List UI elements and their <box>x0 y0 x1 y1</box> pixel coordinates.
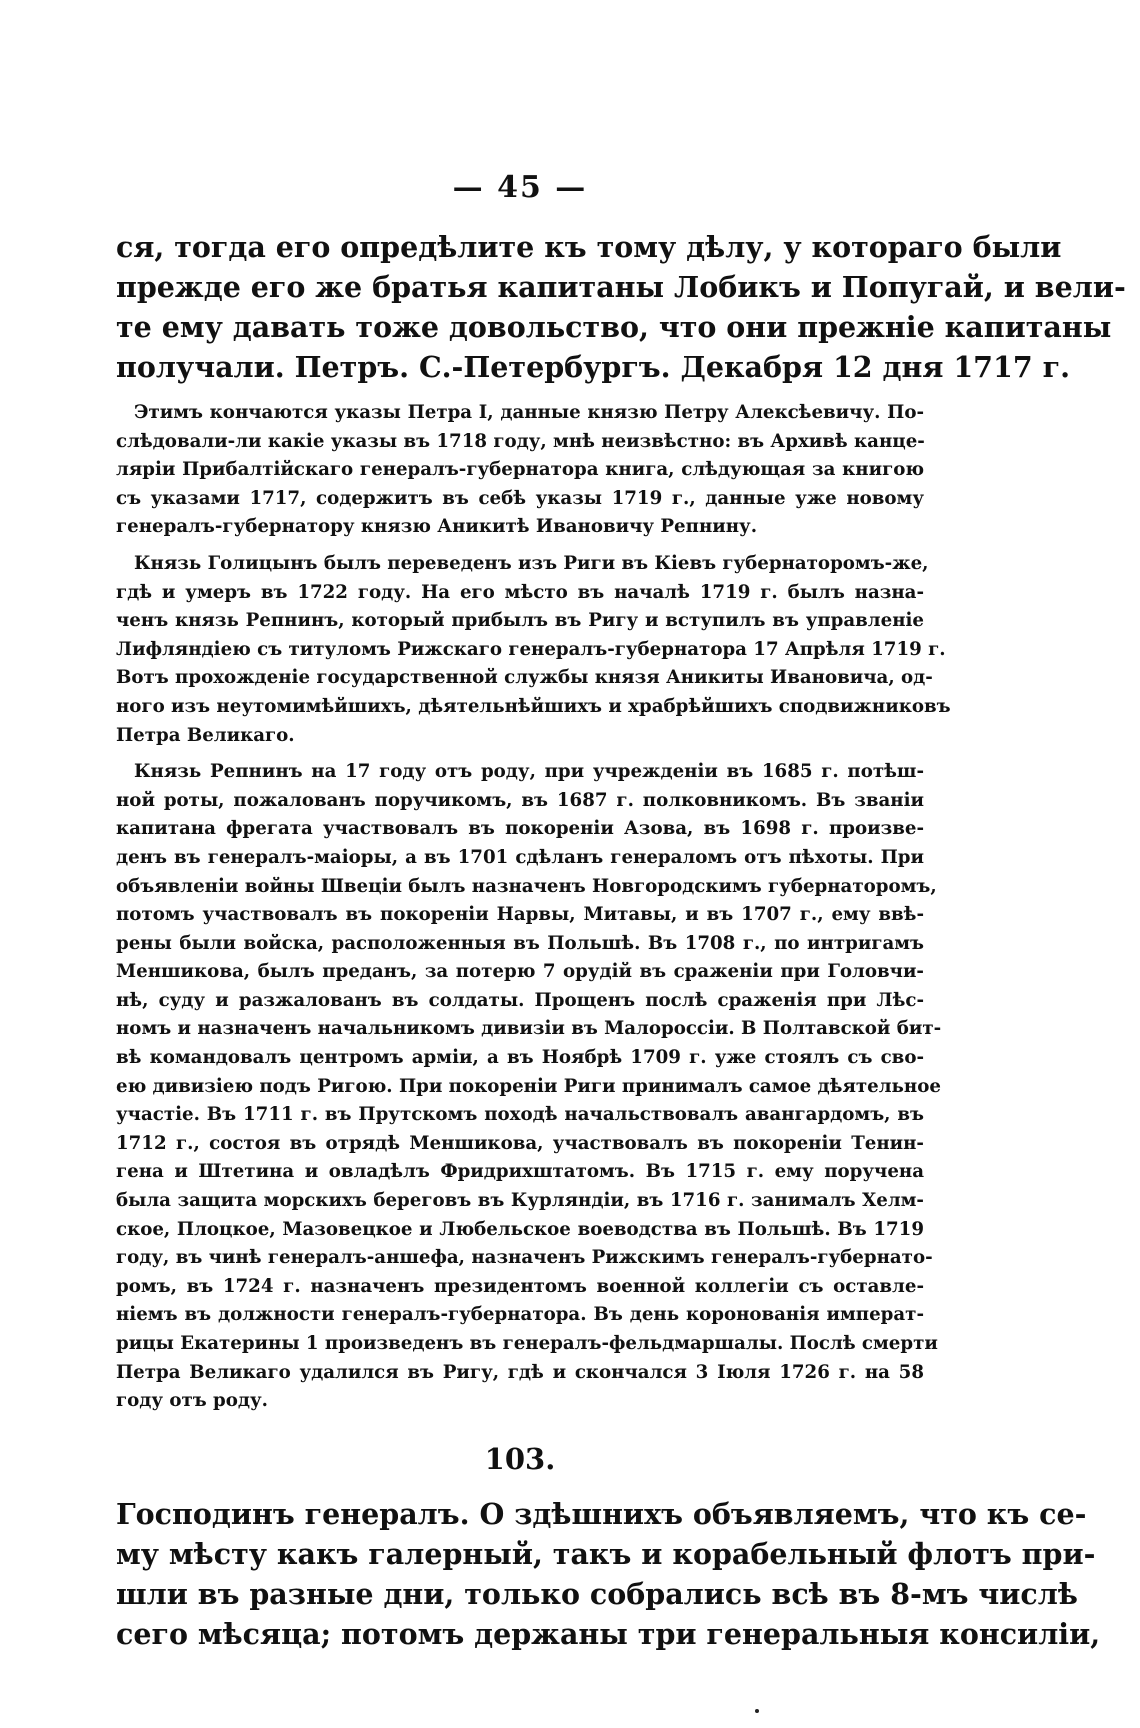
note-paragraph <box>116 550 951 750</box>
note-line: Петра Великаго. <box>116 724 295 746</box>
note-line: году отъ роду. <box>116 1390 269 1412</box>
ink-speck <box>755 1709 759 1713</box>
note-line: генералъ-губернатору князю Аникитѣ Ивановичу Репнину. <box>116 516 758 538</box>
note-line: была защита морскихъ береговъ въ Курляндіи, въ 1716 г. занималъ Хелм- <box>116 1190 924 1212</box>
text-line: ся, тогда его опредѣлите къ тому дѣлу, у котораго были <box>116 230 1062 264</box>
note-line: номъ и назначенъ начальникомъ дивизіи въ Малороссіи. В Полтавской бит- <box>116 1018 942 1040</box>
note-line: гена и Штетина и овладѣлъ Фридрихштатомъ. Въ 1715 г. ему поручена <box>116 1161 924 1183</box>
note-line: ское, Плоцкое, Мазовецкое и Любельское воеводства въ Польшѣ. Въ 1719 <box>116 1218 924 1240</box>
note-line: ченъ князь Репнинъ, который прибылъ въ Ригу и вступилъ въ управленіе <box>116 610 924 632</box>
note-line: капитана фрегата участвовалъ въ покореніи Азова, въ 1698 г. произве- <box>116 818 924 840</box>
note-line: Лифляндіею съ титуломъ Рижскаго генералъ-губернатора 17 Апрѣля 1719 г. <box>116 638 946 660</box>
note-paragraph <box>116 758 942 1416</box>
note-line: Вотъ прохожденіе государственной службы князя Аникиты Ивановича, од- <box>116 667 933 689</box>
section-number: 103. <box>484 1441 556 1476</box>
note-line: ного изъ неутомимѣйшихъ, дѣятельнѣйшихъ и храбрѣйшихъ сподвижниковъ <box>116 695 951 717</box>
note-line: ромъ, въ 1724 г. назначенъ президентомъ военной коллегіи съ оставле- <box>116 1275 924 1297</box>
note-line: ной роты, пожалованъ поручикомъ, въ 1687 г. полковникомъ. Въ званіи <box>116 789 924 811</box>
note-line: ніемъ въ должности генералъ-губернатора. Въ день коронованія императ- <box>116 1304 924 1326</box>
text-line: шли въ разные дни, только собрались всѣ въ 8-мъ числѣ <box>116 1576 1078 1611</box>
note-paragraph <box>116 399 924 542</box>
text-line: получали. Петръ. С.-Петербургъ. Декабря 12 дня 1717 г. <box>116 350 1070 384</box>
text-line: сего мѣсяца; потомъ держаны три генеральныя консиліи, <box>116 1616 1101 1651</box>
note-line: потомъ участвовалъ въ покореніи Нарвы, Митавы, и въ 1707 г., ему ввѣ- <box>116 904 924 926</box>
note-line: слѣдовали-ли какіе указы въ 1718 году, мнѣ неизвѣстно: въ Архивѣ канце- <box>116 430 925 452</box>
text-line: те ему давать тоже довольство, что они прежніе капитаны <box>116 310 1112 344</box>
text-line: Господинъ генералъ. О здѣшнихъ объявляемъ, что къ се- <box>116 1496 1087 1531</box>
note-line: рены были войска, расположенныя въ Польшѣ. Въ 1708 г., по интригамъ <box>116 932 924 954</box>
note-line: году, въ чинѣ генералъ-аншефа, назначенъ Рижскимъ генералъ-губернато- <box>116 1247 933 1269</box>
note-line: объявленіи войны Швеціи былъ назначенъ Новгородскимъ губернаторомъ, <box>116 875 937 897</box>
bottom-paragraph <box>116 1494 1101 1654</box>
top-paragraph <box>116 227 1126 387</box>
note-line: Петра Великаго удалился въ Ригу, гдѣ и скончался 3 Іюля 1726 г. на 58 <box>116 1361 924 1383</box>
note-line: участіе. Въ 1711 г. въ Прутскомъ походѣ начальствовалъ авангардомъ, въ <box>116 1104 924 1126</box>
note-line: Князь Голицынъ былъ переведенъ изъ Риги въ Кіевъ губернаторомъ-же, <box>134 552 929 574</box>
note-line: Этимъ кончаются указы Петра I, данные князю Петру Алексѣевичу. По- <box>134 402 924 423</box>
page-number: — 45 — <box>452 170 588 205</box>
note-line: 1712 г., состоя въ отрядѣ Меншикова, участвовалъ въ покореніи Тенин- <box>116 1132 924 1154</box>
notes <box>116 399 951 1416</box>
note-line: вѣ командовалъ центромъ арміи, а въ Ноябрѣ 1709 г. уже стоялъ съ сво- <box>116 1047 924 1069</box>
note-line: денъ въ генералъ-маіоры, а въ 1701 сдѣланъ генераломъ отъ пѣхоты. При <box>116 846 924 868</box>
book-page <box>116 170 1126 1654</box>
text-line: прежде его же братья капитаны Лобикъ и Попугай, и вели- <box>116 270 1126 304</box>
note-line: гдѣ и умеръ въ 1722 году. На его мѣсто въ началѣ 1719 г. былъ назна- <box>116 581 924 603</box>
note-line: нѣ, суду и разжалованъ въ солдаты. Прощенъ послѣ сраженія при Лѣс- <box>116 989 924 1011</box>
text-line: му мѣсту какъ галерный, такъ и корабельный флотъ при- <box>116 1536 1096 1571</box>
note-line: рицы Екатерины 1 произведенъ въ генералъ-фельдмаршалы. Послѣ смерти <box>116 1333 938 1354</box>
note-line: ею дивизіею подъ Ригою. При покореніи Риги принималъ самое дѣятельное <box>116 1075 941 1097</box>
note-line: Князь Репнинъ на 17 году отъ роду, при учрежденіи въ 1685 г. потѣш- <box>134 761 924 783</box>
note-line: Меншикова, былъ преданъ, за потерю 7 орудій въ сраженіи при Головчи- <box>116 961 924 983</box>
note-line: ляріи Прибалтійскаго генералъ-губернатора книга, слѣдующая за книгою <box>116 459 924 481</box>
note-line: съ указами 1717, содержитъ въ себѣ указы 1719 г., данные уже новому <box>116 487 924 509</box>
